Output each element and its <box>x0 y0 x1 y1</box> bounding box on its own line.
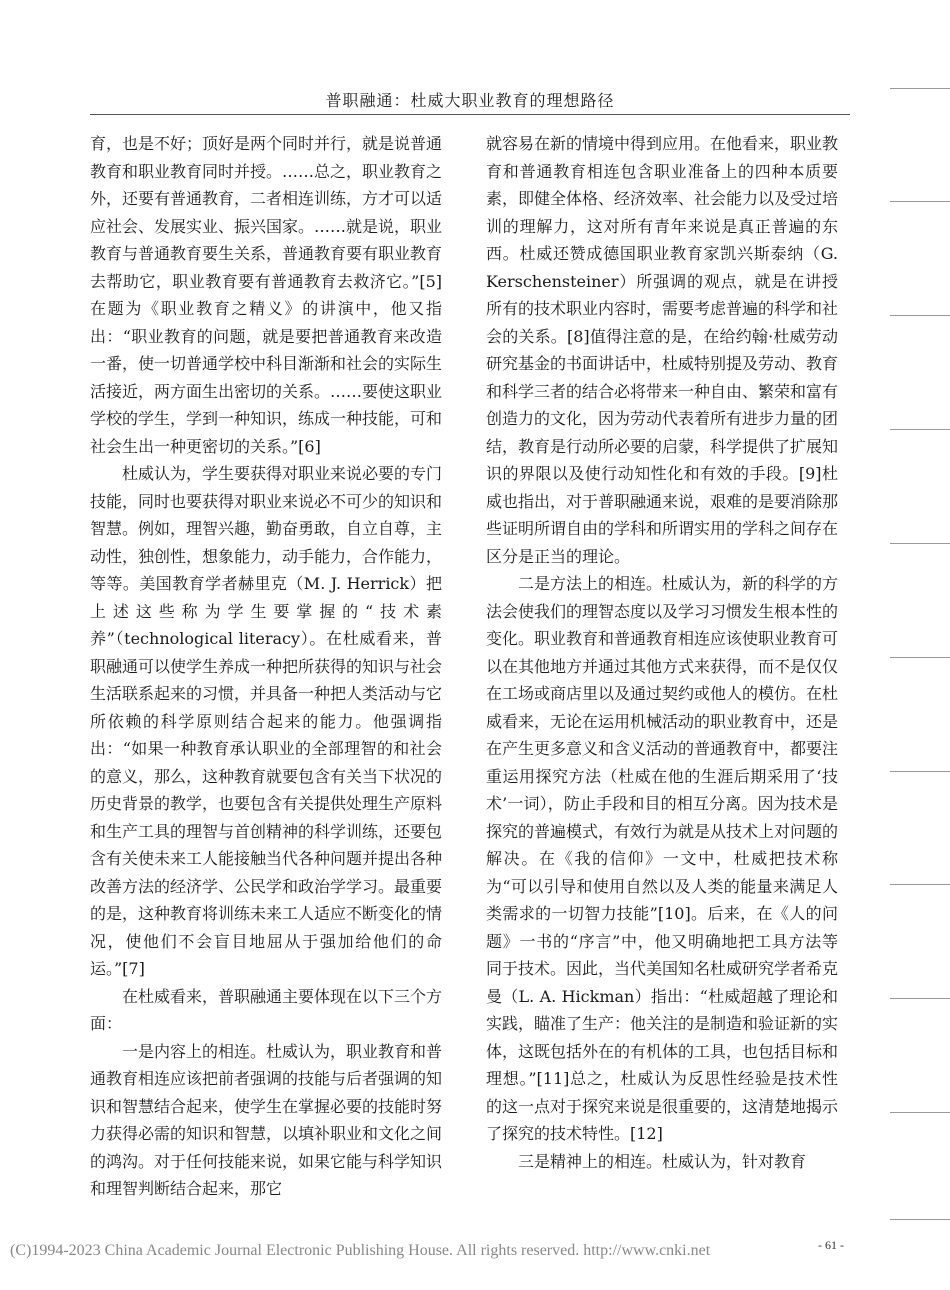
margin-mark <box>890 315 950 316</box>
page-number: - 61 - <box>818 1238 844 1252</box>
running-title: 普职融通：杜威大职业教育的理想路径 <box>325 91 615 110</box>
margin-mark <box>890 1219 950 1220</box>
paragraph: 就容易在新的情境中得到应用。在他看来，职业教育和普通教育相连包含职业准备上的四种本质要素，即健全体格、经济效率、社会能力以及受过培训的理解力，这对所有青年来说是真正普遍的东西。杜威还赞成德国职业教育家凯兴斯泰纳（G. Kerschensteiner）所强调的观点，就是在讲授所有的技术职业内容时，需要考虑普遍的科学和社会的关系。[8]值得注意的是，在给约翰·杜威劳动研究基金的书面讲话中，杜威特别提及劳动、教育和科学三者的结合必将带来一种自由、繁荣和富有创造力的文化，因为劳动代表着所有进步力量的团结，教育是行动所必要的启蒙，科学提供了扩展知识的界限以及使行动知性化和有效的手段。[9]杜威也指出，对于普职融通来说，艰难的是要消除那些证明所谓自由的学科和所谓实用的学科之间存在区分是正当的理论。 <box>486 134 839 566</box>
paragraph: 三是精神上的相连。杜威认为，针对教育 <box>518 1151 807 1171</box>
paragraph: 二是方法上的相连。杜威认为，新的科学的方法会使我们的理智态度以及学习习惯发生根本性的变化。职业教育和普通教育相连应该使职业教育可以在其他地方并通过其他方式来获得，而不是仅仅在工场或商店里以及通过契约或他人的模仿。在杜威看来，无论在运用机械活动的职业教育中，还是在产生更多意义和含义活动的普通教育中，都要注重运用探究方法（杜威在他的生涯后期采用了‘技术’一词），防止手段和目的相互分离。因为技术是探究的普遍模式，有效行为就是从技术上对问题的解决。在《我的信仰》一文中，杜威把技术称为“可以引导和使用自然以及人类的能量来满足人类需求的一切智力技能”[10]。后来，在《人的问题》一书的“序言”中，他又明确地把工具方法等同于技术。因此，当代美国知名杜威研究学者希克曼（L. A. Hickman）指出：“杜威超越了理论和实践，瞄准了生产：他关注的是制造和验证新的实体，这既包括外在的有机体的工具，也包括目标和理想。”[11]总之，杜威认为反思性经验是技术性的这一点对于探究来说是很重要的，这清楚地揭示了探究的技术特性。[12] <box>486 574 839 1143</box>
margin-mark <box>890 884 950 885</box>
header-rule <box>90 114 850 115</box>
paragraph: 一是内容上的相连。杜威认为，职业教育和普通教育相连应该把前者强调的技能与后者强调的知识和智慧结合起来，使学生在掌握必要的技能时努力获得必需的知识和智慧，以填补职业和文化之间的鸿沟。对于任何技能来说，如果它能与科学知识和理智判断结合起来，那它 <box>90 1041 443 1198</box>
paragraph: 在杜威看来，普职融通主要体现在以下三个方面： <box>90 986 443 1033</box>
left-column <box>90 130 442 1203</box>
margin-mark <box>890 998 950 999</box>
right-column <box>486 130 838 1175</box>
margin-mark <box>890 543 950 544</box>
margin-mark <box>890 201 950 202</box>
margin-mark <box>890 429 950 430</box>
margin-mark <box>890 657 950 658</box>
margin-mark <box>890 771 950 772</box>
copyright-notice: (C)1994-2023 China Academic Journal Electronic Publishing House. All rights reserved. http://www.cnki.net <box>10 1242 711 1259</box>
margin-mark <box>890 88 950 89</box>
margin-marks <box>890 0 950 1290</box>
margin-mark <box>890 1112 950 1113</box>
paragraph: 杜威认为，学生要获得对职业来说必要的专门技能，同时也要获得对职业来说必不可少的知识和智慧。例如，理智兴趣，勤奋勇敢，自立自尊，主动性，独创性，想象能力，动手能力，合作能力，等等。美国教育学者赫里克（M. J. Herrick）把上述这些称为学生要掌握的“技术素养”（technological literacy）。在杜威看来，普职融通可以使学生养成一种把所获得的知识与社会生活联系起来的习惯，并具备一种把人类活动与它所依赖的科学原则结合起来的能力。他强调指出：“如果一种教育承认职业的全部理智的和社会的意义，那么，这种教育就要包含有关当下状况的历史背景的教学，也要包含有关提供处理生产原料和生产工具的理智与首创精神的科学训练，还要包含有关使未来工人能接触当代各种问题并提出各种改善方法的经济学、公民学和政治学学习。最重要的是，这种教育将训练未来工人适应不断变化的情况，使他们不会盲目地屈从于强加给他们的命运。”[7] <box>90 464 443 978</box>
paragraph: 育，也是不好；顶好是两个同时并行，就是说普通教育和职业教育同时并授。……总之，职业教育之外，还要有普通教育，二者相连训练，方才可以适应社会、发展实业、振兴国家。……就是说，职业教育与普通教育要生关系，普通教育要有职业教育去帮助它，职业教育要有普通教育去救济它。”[5]在题为《职业教育之精义》的讲演中，他又指出：“职业教育的问题，就是要把普通教育来改造一番，使一切普通学校中科目渐渐和社会的实际生活接近，两方面生出密切的关系。……要使这职业学校的学生，学到一种知识，练成一种技能，可和社会生出一种更密切的关系。”[6] <box>90 134 443 456</box>
